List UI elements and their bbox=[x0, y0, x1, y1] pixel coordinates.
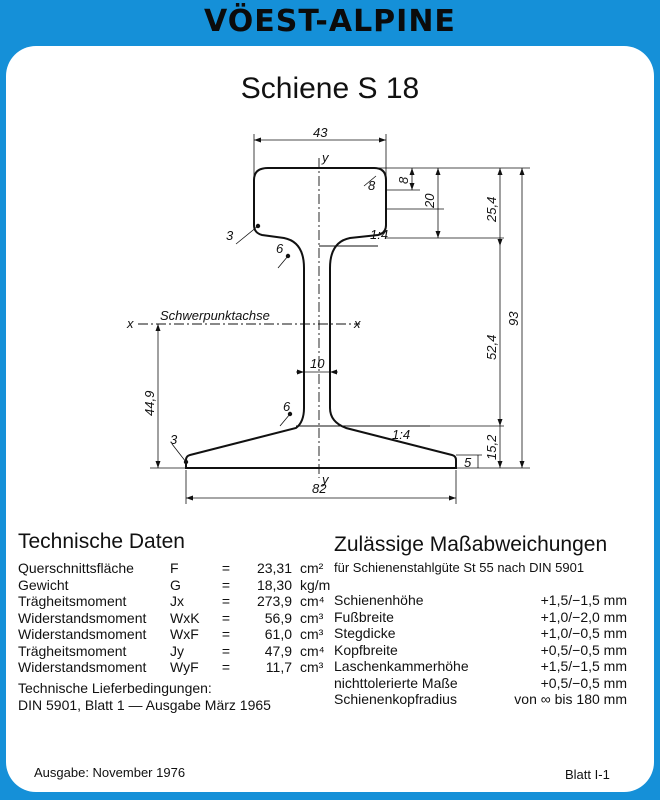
tech-value: 61,0 bbox=[264, 626, 292, 642]
tech-value: 273,9 bbox=[256, 593, 292, 609]
tech-unit: kg/m bbox=[300, 576, 331, 593]
tech-data-table bbox=[18, 560, 330, 676]
tech-name: Gewicht bbox=[18, 576, 69, 593]
deviation-name: nichttolerierte Maße bbox=[334, 674, 458, 691]
dim-web-thickness: 10 bbox=[310, 356, 325, 371]
tech-name: Widerstandsmoment bbox=[18, 626, 147, 642]
tech-symbol: G bbox=[170, 576, 181, 593]
tech-name: Querschnittsfläche bbox=[18, 560, 134, 576]
deviations-table bbox=[334, 592, 627, 708]
deviation-name: Schienenhöhe bbox=[334, 592, 424, 608]
deviation-value: +1,5/−1,5 mm bbox=[540, 658, 627, 674]
table-row bbox=[334, 625, 627, 642]
tech-name: Trägheitsmoment bbox=[18, 593, 127, 609]
table-row bbox=[18, 643, 330, 660]
tech-unit: cm³ bbox=[300, 626, 324, 642]
tech-symbol: F bbox=[170, 560, 179, 576]
dim-head-radius-8: 8 bbox=[368, 178, 376, 193]
table-row bbox=[334, 592, 627, 609]
tech-symbol: WyF bbox=[170, 659, 199, 675]
tech-equals: = bbox=[221, 642, 231, 659]
deviation-value: +0,5/−0,5 mm bbox=[540, 674, 627, 691]
table-row bbox=[18, 659, 330, 676]
dim-centroid-44-9: 44,9 bbox=[142, 390, 157, 416]
deviation-value: +1,5/−1,5 mm bbox=[540, 592, 627, 608]
tech-equals: = bbox=[221, 593, 231, 609]
tech-symbol: WxF bbox=[170, 626, 199, 642]
tech-symbol: Jy bbox=[170, 642, 184, 659]
dim-foot-edge-5: 5 bbox=[464, 455, 472, 470]
table-row bbox=[334, 691, 627, 708]
tech-name: Widerstandsmoment bbox=[18, 609, 147, 626]
deviation-value: +1,0/−2,0 mm bbox=[540, 608, 627, 625]
deviation-value: +0,5/−0,5 mm bbox=[540, 641, 627, 658]
tech-equals: = bbox=[221, 560, 231, 576]
tech-unit: cm³ bbox=[300, 609, 324, 626]
dim-head-20: 20 bbox=[422, 193, 437, 208]
delivery-conditions bbox=[18, 680, 271, 713]
delivery-value: DIN 5901, Blatt 1 — Ausgabe März 1965 bbox=[18, 696, 271, 713]
dim-radius-6-top: 6 bbox=[276, 241, 284, 256]
tech-unit: cm² bbox=[300, 560, 324, 576]
deviation-name: Stegdicke bbox=[334, 625, 396, 641]
axis-label-x-right: x bbox=[354, 316, 361, 331]
page-title: Schiene S 18 bbox=[240, 72, 420, 105]
dim-web-52-4: 52,4 bbox=[484, 334, 499, 360]
axis-label-x-left: x bbox=[127, 316, 134, 331]
dim-slope-top: 1:4 bbox=[370, 227, 389, 242]
tech-value: 47,9 bbox=[264, 642, 292, 659]
tech-unit: cm³ bbox=[300, 659, 324, 675]
tech-value: 56,9 bbox=[264, 609, 292, 626]
tech-unit: cm⁴ bbox=[300, 642, 325, 659]
tech-name: Trägheitsmoment bbox=[18, 642, 127, 659]
dim-head-25-4: 25,4 bbox=[484, 196, 499, 222]
tech-equals: = bbox=[221, 659, 231, 675]
dim-foot-width: 82 bbox=[312, 481, 327, 496]
tech-symbol: Jx bbox=[170, 593, 184, 609]
dim-foot-15-2: 15,2 bbox=[484, 434, 499, 460]
table-row bbox=[18, 593, 330, 610]
tech-unit: cm⁴ bbox=[300, 593, 325, 609]
table-row bbox=[334, 658, 627, 675]
deviation-name: Schienenkopfradius bbox=[334, 691, 457, 707]
axis-label-y-bottom: y bbox=[322, 472, 329, 487]
tech-equals: = bbox=[221, 609, 231, 626]
tech-value: 11,7 bbox=[265, 659, 292, 675]
table-row bbox=[18, 560, 330, 577]
dim-radius-6-bottom: 6 bbox=[283, 399, 291, 414]
dim-radius-3-top: 3 bbox=[226, 228, 234, 243]
brand-logo: VÖEST-ALPINE bbox=[204, 4, 456, 39]
table-row bbox=[334, 675, 627, 692]
tech-symbol: WxK bbox=[170, 609, 200, 626]
sheet-number: Blatt I-1 bbox=[565, 767, 610, 782]
deviation-name: Laschenkammerhöhe bbox=[334, 658, 469, 674]
tech-name: Widerstandsmoment bbox=[18, 659, 147, 675]
deviations-subtitle: für Schienenstahlgüte St 55 nach DIN 5901 bbox=[334, 560, 585, 575]
neutral-axis-label: Schwerpunktachse bbox=[160, 308, 270, 323]
table-row bbox=[18, 577, 330, 594]
tech-data-title: Technische Daten bbox=[18, 530, 185, 553]
deviation-value: von ∞ bis 180 mm bbox=[514, 691, 627, 707]
deviation-value: +1,0/−0,5 mm bbox=[540, 625, 627, 641]
table-row bbox=[334, 642, 627, 659]
tech-equals: = bbox=[221, 576, 231, 593]
edition-date: Ausgabe: November 1976 bbox=[34, 765, 186, 780]
table-row bbox=[334, 609, 627, 626]
dim-top-width: 43 bbox=[313, 125, 328, 140]
deviation-name: Kopfbreite bbox=[334, 641, 398, 658]
table-row bbox=[18, 626, 330, 643]
delivery-label: Technische Lieferbedingungen: bbox=[18, 680, 212, 696]
deviation-name: Fußbreite bbox=[334, 608, 394, 625]
deviations-title: Zulässige Maßabweichungen bbox=[334, 533, 608, 556]
dim-head-8: 8 bbox=[396, 176, 411, 184]
dim-slope-bottom: 1:4 bbox=[392, 427, 411, 442]
axis-label-y-top: y bbox=[322, 150, 329, 165]
dim-total-height-93: 93 bbox=[506, 311, 521, 326]
tech-value: 18,30 bbox=[256, 576, 292, 593]
table-row bbox=[18, 610, 330, 627]
tech-equals: = bbox=[221, 626, 231, 642]
dim-radius-3-bottom: 3 bbox=[170, 432, 178, 447]
tech-value: 23,31 bbox=[256, 560, 292, 576]
